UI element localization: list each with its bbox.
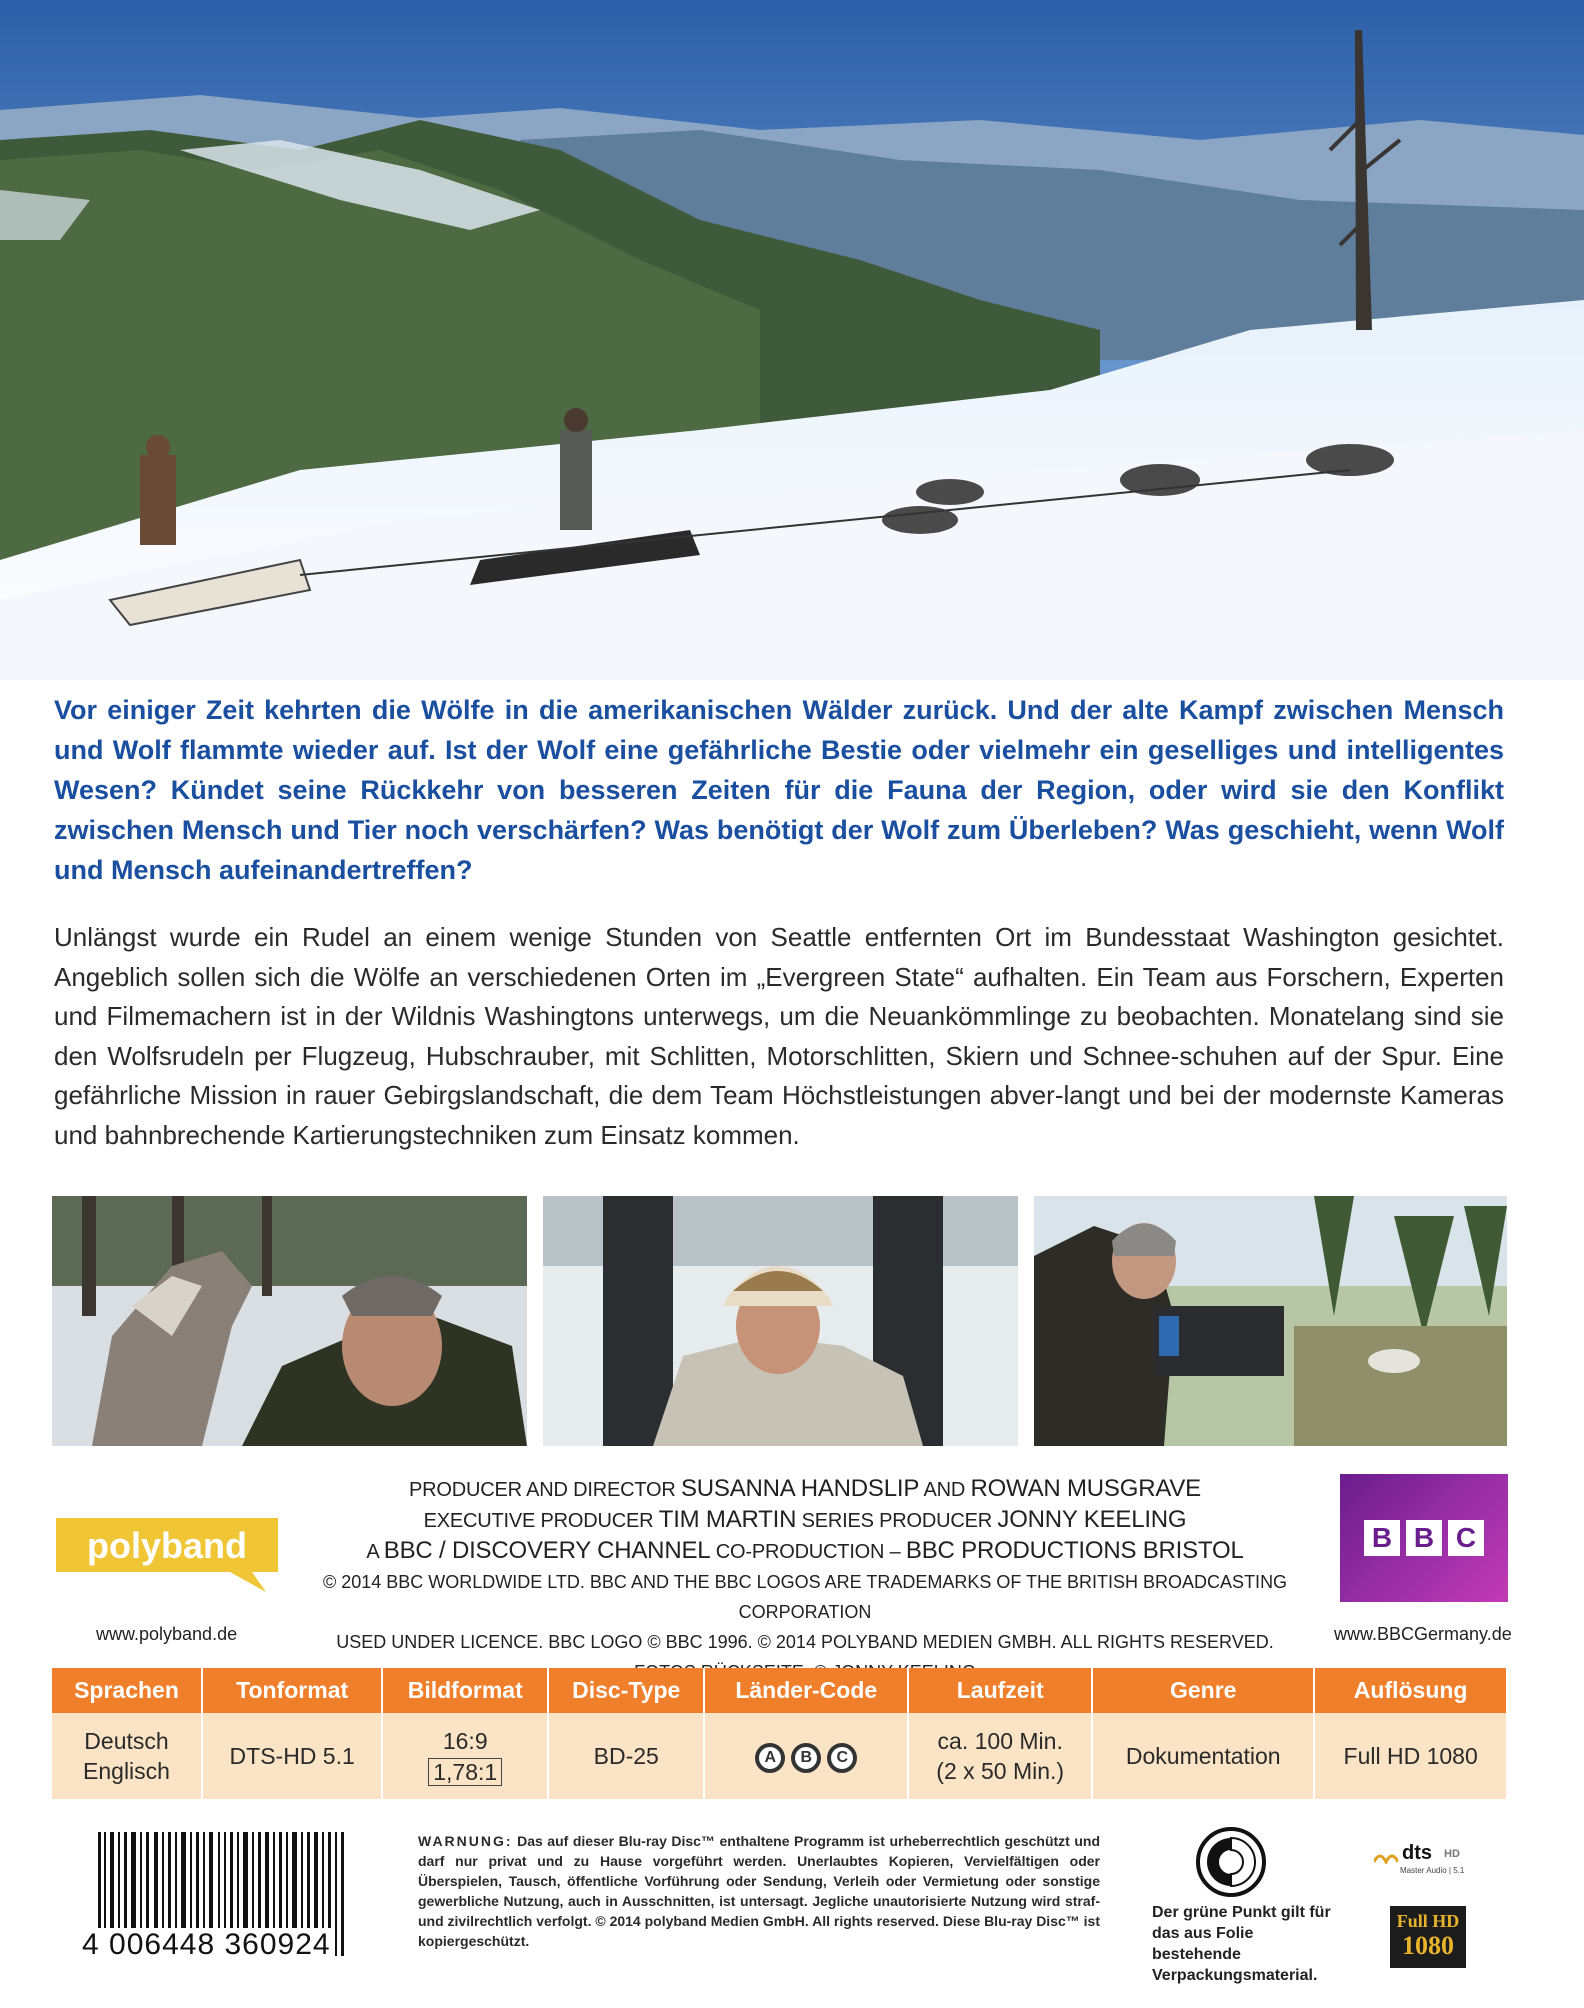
bbc-letter: C: [1448, 1520, 1484, 1556]
warning-label: WARNUNG:: [418, 1833, 513, 1849]
dts-wave-icon: [1374, 1850, 1398, 1864]
spec-genre: Dokumentation: [1092, 1713, 1314, 1799]
photo-wolf-howling: [52, 1196, 527, 1446]
spec-table-header-row: [52, 1668, 1506, 1713]
region-code-icon: A: [755, 1743, 785, 1773]
language-value: Deutsch: [84, 1728, 169, 1754]
region-code-icon: C: [827, 1743, 857, 1773]
polyband-url[interactable]: www.polyband.de: [96, 1624, 238, 1644]
polyband-logo: [52, 1512, 282, 1596]
credits-block: [300, 1474, 1310, 1687]
spec-bildformat: [382, 1713, 548, 1799]
dts-hd-logo: [1372, 1842, 1482, 1876]
spec-sprachen: [52, 1713, 202, 1799]
bbc-logo: [1340, 1474, 1508, 1602]
spec-header: Sprachen: [52, 1668, 202, 1713]
spec-table-value-row: [52, 1713, 1506, 1799]
spec-laender-code: [704, 1713, 908, 1799]
photo-cameraman-filming-wolf: [1034, 1196, 1507, 1446]
region-code-icon: B: [791, 1743, 821, 1773]
credit-role: SERIES PRODUCER: [801, 1510, 993, 1532]
spec-tonformat: DTS-HD 5.1: [202, 1713, 382, 1799]
spec-laufzeit: [908, 1713, 1092, 1799]
description-paragraph: Unlängst wurde ein Rudel an einem wenige Stunden von Seattle entfernten Ort im Bundesstaat Washington gesichtet. Angeblich sollen sich die Wölfe an verschiedenen Orten im „Evergreen State“ aufhalten. Ein Team aus Forschern, Experten und Filmemachern ist in der Wildnis Washingtons unterwegs, um die Neuankömmlinge zu beobachten. Monatelang sind sie den Wolfsrudeln per Flugzeug, Hubschrauber, mit Schlitten, Motorschlitten, Skiern und Schnee-schuhen auf der Spur. Eine gefährliche Mission in rauer Gebirgslandschaft, die dem Team Höchstleistungen abver-langt und bei der modernste Kameras und bahnbrechende Kartierungstechniken zum Einsatz kommen.: [54, 922, 1504, 1150]
spec-table: [52, 1668, 1506, 1799]
credit-name: BBC / DISCOVERY CHANNEL: [383, 1537, 711, 1564]
credit-article: A: [366, 1541, 379, 1563]
credit-role: EXECUTIVE PRODUCER: [423, 1510, 654, 1532]
credit-name: TIM MARTIN: [658, 1506, 797, 1533]
spec-header: Genre: [1092, 1668, 1314, 1713]
dts-subtitle: Master Audio | 5.1: [1400, 1866, 1465, 1875]
photo-man-with-backpack: [543, 1196, 1018, 1446]
spec-header: Auflösung: [1314, 1668, 1506, 1713]
credits-executive-line: [300, 1505, 1310, 1536]
credit-conjunction: AND: [923, 1479, 966, 1501]
polyband-logo-text: polyband: [87, 1525, 247, 1566]
dts-hd-label: HD: [1444, 1848, 1460, 1860]
bbc-letter: B: [1364, 1520, 1400, 1556]
spec-header: Bildformat: [382, 1668, 548, 1713]
spec-header: Disc-Type: [548, 1668, 704, 1713]
runtime-value: ca. 100 Min.: [937, 1728, 1063, 1754]
spec-header: Länder-Code: [704, 1668, 908, 1713]
dts-name: dts: [1402, 1842, 1432, 1864]
gruener-punkt-text: Der grüne Punkt gilt für das aus Folie bestehende Verpackungsmaterial.: [1152, 1904, 1331, 1984]
full-hd-resolution: 1080: [1402, 1931, 1454, 1960]
credit-role: CO-PRODUCTION –: [715, 1541, 901, 1563]
full-hd-label: Full HD: [1396, 1911, 1460, 1931]
credit-name: ROWAN MUSGRAVE: [970, 1475, 1201, 1502]
barcode-number: 4 006448 360924: [78, 1928, 335, 1962]
language-value: Englisch: [83, 1758, 170, 1784]
runtime-detail: (2 x 50 Min.): [936, 1758, 1065, 1784]
credits-producer-line: [300, 1474, 1310, 1505]
credit-role: PRODUCER AND DIRECTOR: [409, 1479, 676, 1501]
warning-text: Das auf dieser Blu-ray Disc™ enthaltene Programm ist urheberrechtlich geschützt und darf nur privat und zu Hause vorgeführt werden. Unerlaubtes Kopieren, Vervielfältigen oder Überspielen, Tausch, öffentliche Vorführung oder Sendung, Verleih oder Vermietung oder sonstige gewerbliche Nutzung, auch in Ausschnitten, ist untersagt. Jegliche unautorisierte Nutzung wird straf- und zivilrechtlich verfolgt. © 2014 polyband Medien GmbH. All rights reserved. Diese Blu-ray Disc™ ist kopiergeschützt.: [418, 1833, 1101, 1949]
copyright-line: © 2014 BBC WORLDWIDE LTD. BBC AND THE BBC LOGOS ARE TRADEMARKS OF THE BRITISH BROADCASTING CORPORATION: [322, 1572, 1288, 1622]
credit-name: SUSANNA HANDSLIP: [680, 1475, 920, 1502]
credit-name: BBC PRODUCTIONS BRISTOL: [905, 1537, 1244, 1564]
credits-coproduction-line: [300, 1536, 1310, 1567]
full-hd-badge: [1390, 1906, 1466, 1968]
credit-name: JONNY KEELING: [997, 1506, 1187, 1533]
intro-paragraph: Vor einiger Zeit kehrten die Wölfe in die amerikanischen Wälder zurück. Und der alte Kampf zwischen Mensch und Wolf flammte wieder auf. Ist der Wolf eine gefährliche Bestie oder vielmehr ein geselliges und intelligentes Wesen? Kündet seine Rückkehr von besseren Zeiten für die Fauna der Region, oder wird sie den Konflikt zwischen Mensch und Tier noch verschärfen? Was benötigt der Wolf zum Überleben? Was geschieht, wenn Wolf und Mensch aufeinandertreffen?: [54, 695, 1504, 885]
spec-disc-type: BD-25: [548, 1713, 704, 1799]
gruener-punkt-icon: [1195, 1826, 1267, 1898]
hero-photo-winter-sled: [0, 0, 1584, 680]
spec-header: Laufzeit: [908, 1668, 1092, 1713]
licence-line: USED UNDER LICENCE. BBC LOGO © BBC 1996. © 2014 POLYBAND MEDIEN GMBH. ALL RIGHTS RESERVED.: [336, 1632, 1274, 1652]
aspect-ratio-value: 16:9: [442, 1727, 488, 1754]
bbc-letter: B: [1406, 1520, 1442, 1556]
bbc-url[interactable]: www.BBCGermany.de: [1334, 1624, 1512, 1644]
spec-aufloesung: Full HD 1080: [1314, 1713, 1506, 1799]
spec-header: Tonformat: [202, 1668, 382, 1713]
copyright-warning: [418, 1831, 1100, 1951]
aspect-ratio-boxed-value: 1,78:1: [428, 1758, 502, 1786]
